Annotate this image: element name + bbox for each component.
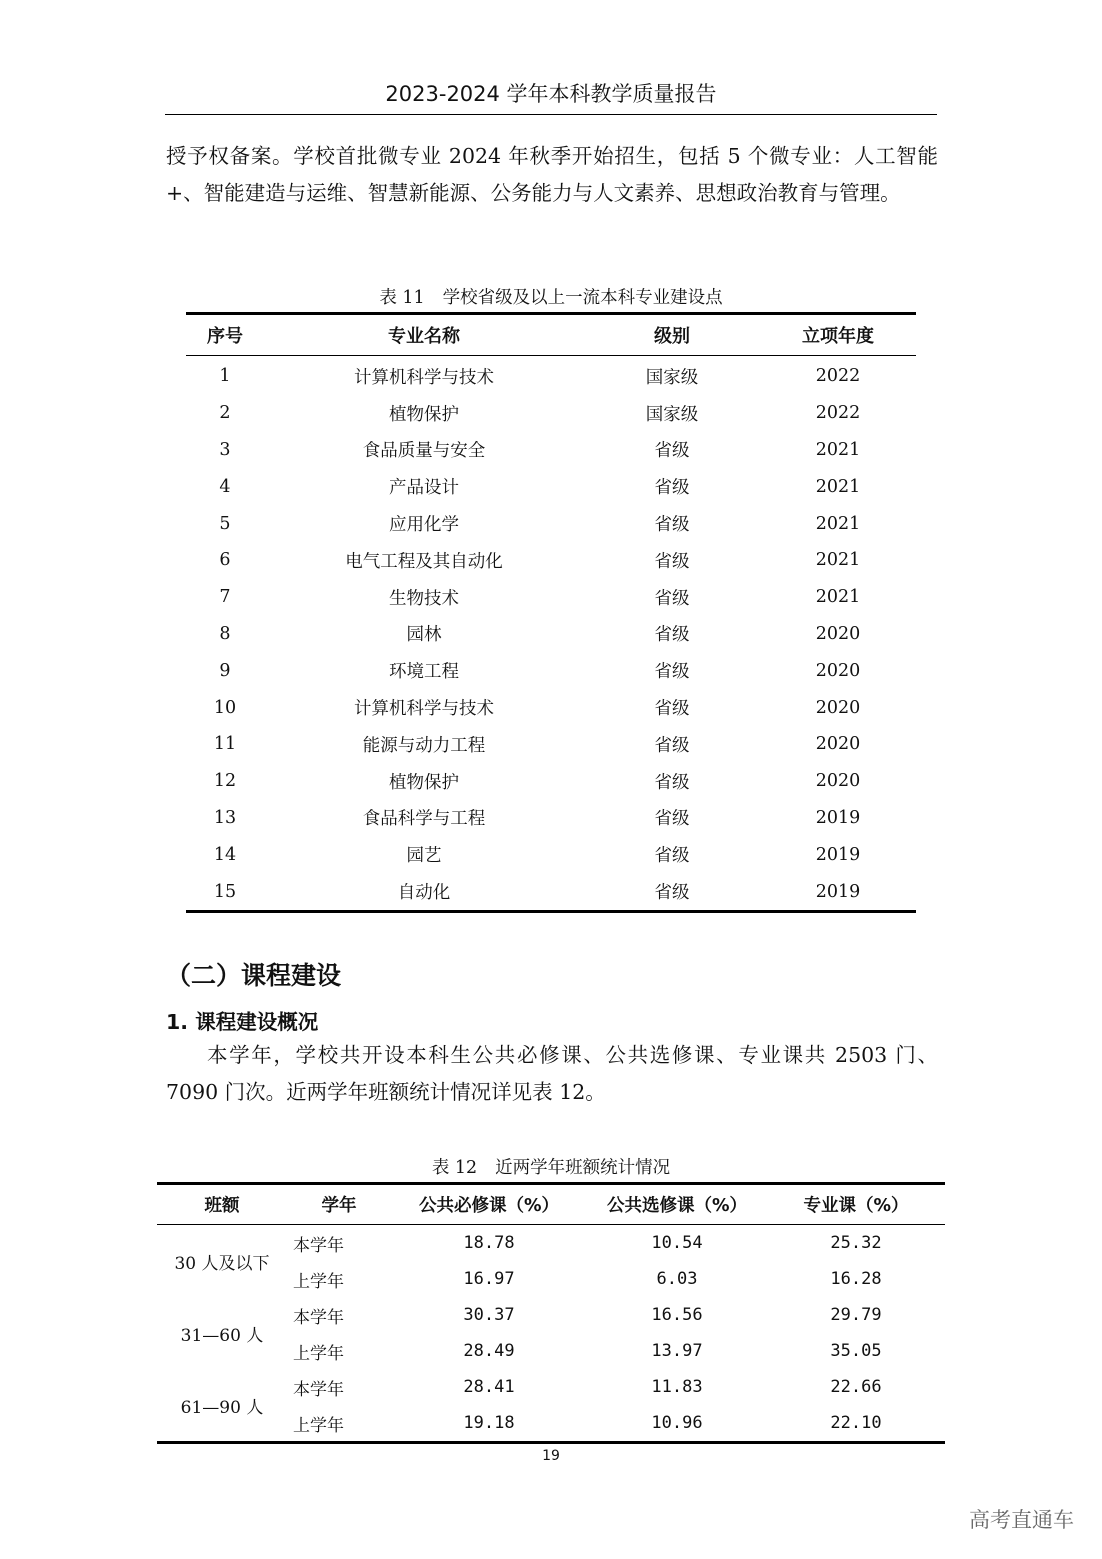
table12-header-cell: 公共必修课（%） bbox=[391, 1184, 587, 1225]
table11-cell: 食品科学与工程 bbox=[362, 809, 486, 830]
table11-cell: 12 bbox=[213, 771, 237, 792]
class-size-cell: 30 人及以下 bbox=[174, 1253, 270, 1274]
table11-cell: 计算机科学与技术 bbox=[354, 367, 494, 388]
percentage-cell: 19.18 bbox=[463, 1413, 515, 1433]
table11-row bbox=[186, 873, 916, 911]
table11-cell: 应用化学 bbox=[389, 515, 459, 536]
table11-cell: 食品质量与安全 bbox=[362, 441, 486, 462]
table11-caption-number: 表 11 bbox=[379, 288, 425, 308]
table11-cell: 省级 bbox=[654, 883, 690, 904]
table11-cell: 9 bbox=[219, 660, 231, 681]
table11-cell: 1 bbox=[219, 366, 231, 387]
percentage-cell: 10.54 bbox=[651, 1233, 703, 1253]
academic-year-cell: 上学年 bbox=[293, 1415, 344, 1436]
percentage-cell: 10.96 bbox=[651, 1413, 703, 1433]
table11-cell: 省级 bbox=[654, 772, 690, 793]
percentage-cell: 28.49 bbox=[463, 1341, 515, 1361]
table11-cell: 2022 bbox=[815, 366, 861, 387]
table12-caption bbox=[0, 1154, 1102, 1179]
table11-cell: 2021 bbox=[815, 476, 861, 497]
table11-row bbox=[186, 468, 916, 505]
table11-header-cell: 级别 bbox=[584, 314, 760, 356]
percentage-cell: 11.83 bbox=[651, 1377, 703, 1397]
percentage-cell: 16.56 bbox=[651, 1305, 703, 1325]
class-size-cell: 61—90 人 bbox=[180, 1397, 264, 1418]
table11-cell: 2021 bbox=[815, 550, 861, 571]
table11-cell: 省级 bbox=[654, 846, 690, 867]
table-12 bbox=[157, 1182, 945, 1444]
table11-cell: 产品设计 bbox=[389, 478, 459, 499]
table11-cell: 2021 bbox=[815, 513, 861, 534]
table12-header-cell: 专业课（%） bbox=[767, 1184, 945, 1225]
section-paragraph: 本学年，学校共开设本科生公共必修课、公共选修课、专业课共 2503 门、7090 门次。近两学年班额统计情况详见表 12。 bbox=[166, 1043, 938, 1104]
table11-cell: 省级 bbox=[654, 478, 690, 499]
table11-cell: 2019 bbox=[815, 881, 861, 902]
table11-row bbox=[186, 356, 916, 395]
table11-header-cell: 立项年度 bbox=[760, 314, 916, 356]
class-size-cell: 31—60 人 bbox=[180, 1325, 264, 1346]
academic-year-cell: 本学年 bbox=[293, 1379, 344, 1400]
table11-cell: 2021 bbox=[815, 439, 861, 460]
page-number: 19 bbox=[542, 1448, 560, 1464]
table11-cell: 省级 bbox=[654, 551, 690, 572]
percentage-cell: 25.32 bbox=[830, 1233, 882, 1253]
table11-cell: 植物保护 bbox=[389, 404, 459, 425]
table11-row bbox=[186, 800, 916, 837]
table11-row bbox=[186, 616, 916, 653]
table11-cell: 2021 bbox=[815, 587, 861, 608]
table11-cell: 7 bbox=[219, 587, 231, 608]
table11-cell: 省级 bbox=[654, 588, 690, 609]
table11-cell: 3 bbox=[219, 439, 231, 460]
table12-caption-title: 近两学年班额统计情况 bbox=[495, 1158, 671, 1178]
academic-year-cell: 上学年 bbox=[293, 1343, 344, 1364]
percentage-cell: 22.10 bbox=[830, 1413, 882, 1433]
table11-cell: 2020 bbox=[815, 771, 861, 792]
table12-caption-number: 表 12 bbox=[431, 1158, 478, 1178]
table11-cell: 省级 bbox=[654, 515, 690, 536]
percentage-cell: 13.97 bbox=[651, 1341, 703, 1361]
table11-cell: 园艺 bbox=[406, 846, 442, 867]
table11-row bbox=[186, 395, 916, 432]
table11-cell: 省级 bbox=[654, 441, 690, 462]
table11-cell: 2 bbox=[219, 403, 231, 424]
percentage-cell: 30.37 bbox=[463, 1305, 515, 1325]
table12-header-cell: 公共选修课（%） bbox=[587, 1184, 767, 1225]
percentage-cell: 16.97 bbox=[463, 1269, 515, 1289]
table11-cell: 14 bbox=[213, 844, 237, 865]
section-heading: （二）课程建设 bbox=[166, 961, 342, 990]
table11-cell: 4 bbox=[219, 476, 231, 497]
percentage-cell: 29.79 bbox=[830, 1305, 882, 1325]
table11-cell: 2019 bbox=[815, 807, 861, 828]
table11-cell: 省级 bbox=[654, 809, 690, 830]
table11-caption bbox=[0, 284, 1102, 309]
table11-cell: 国家级 bbox=[645, 404, 699, 425]
table11-cell: 5 bbox=[219, 513, 231, 534]
table11-cell: 植物保护 bbox=[389, 772, 459, 793]
table11-cell: 11 bbox=[213, 734, 237, 755]
table11-cell: 2022 bbox=[815, 403, 861, 424]
table11-cell: 2020 bbox=[815, 623, 861, 644]
table11-header-cell: 专业名称 bbox=[264, 314, 584, 356]
table11-cell: 2019 bbox=[815, 844, 861, 865]
table11-cell: 省级 bbox=[654, 699, 690, 720]
table11-cell: 省级 bbox=[654, 735, 690, 756]
percentage-cell: 6.03 bbox=[656, 1269, 698, 1289]
percentage-cell: 35.05 bbox=[830, 1341, 882, 1361]
academic-year-cell: 本学年 bbox=[293, 1307, 344, 1328]
table12-row bbox=[157, 1369, 945, 1405]
percentage-cell: 22.66 bbox=[830, 1377, 882, 1397]
table12-row bbox=[157, 1297, 945, 1333]
table11-row bbox=[186, 652, 916, 689]
table11-cell: 省级 bbox=[654, 662, 690, 683]
table11-row bbox=[186, 836, 916, 873]
table11-caption-title: 学校省级及以上一流本科专业建设点 bbox=[442, 288, 723, 308]
academic-year-cell: 上学年 bbox=[293, 1271, 344, 1292]
table11-cell: 15 bbox=[213, 881, 237, 902]
table-11 bbox=[186, 312, 916, 913]
table11-cell: 环境工程 bbox=[389, 662, 459, 683]
academic-year-cell: 本学年 bbox=[293, 1235, 344, 1256]
intro-paragraph: 授予权备案。学校首批微专业 2024 年秋季开始招生，包括 5 个微专业：人工智能+、智能建造与运维、智慧新能源、公务能力与人文素养、思想政治教育与管理。 bbox=[166, 144, 938, 205]
table11-cell: 园林 bbox=[406, 625, 442, 646]
table11-cell: 能源与动力工程 bbox=[362, 735, 486, 756]
watermark: 高考直通车 bbox=[969, 1508, 1074, 1532]
table11-cell: 省级 bbox=[654, 625, 690, 646]
table12-header-cell: 班额 bbox=[157, 1184, 287, 1225]
table12-header-cell: 学年 bbox=[287, 1184, 391, 1225]
table11-cell: 2020 bbox=[815, 697, 861, 718]
percentage-cell: 28.41 bbox=[463, 1377, 515, 1397]
table11-header-cell: 序号 bbox=[186, 314, 264, 356]
table11-cell: 国家级 bbox=[645, 367, 699, 388]
subsection-heading: 1. 课程建设概况 bbox=[166, 1010, 319, 1034]
table11-header-row bbox=[186, 314, 916, 356]
table12-row bbox=[157, 1225, 945, 1262]
table11-row bbox=[186, 579, 916, 616]
table11-cell: 6 bbox=[219, 550, 231, 571]
table11-cell: 自动化 bbox=[397, 883, 451, 904]
table11-cell: 2020 bbox=[815, 660, 861, 681]
table11-row bbox=[186, 726, 916, 763]
table11-cell: 2020 bbox=[815, 734, 861, 755]
table11-cell: 电气工程及其自动化 bbox=[345, 551, 503, 572]
table11-row bbox=[186, 542, 916, 579]
table11-cell: 8 bbox=[219, 623, 231, 644]
table11-cell: 生物技术 bbox=[389, 588, 459, 609]
percentage-cell: 18.78 bbox=[463, 1233, 515, 1253]
table11-row bbox=[186, 505, 916, 542]
table12-header-row bbox=[157, 1184, 945, 1225]
table11-row bbox=[186, 689, 916, 726]
table11-cell: 13 bbox=[213, 807, 237, 828]
percentage-cell: 16.28 bbox=[830, 1269, 882, 1289]
page-header: 2023-2024 学年本科教学质量报告 bbox=[165, 78, 937, 115]
table11-row bbox=[186, 432, 916, 469]
table11-cell: 10 bbox=[213, 697, 237, 718]
table11-cell: 计算机科学与技术 bbox=[354, 699, 494, 720]
table11-row bbox=[186, 763, 916, 800]
